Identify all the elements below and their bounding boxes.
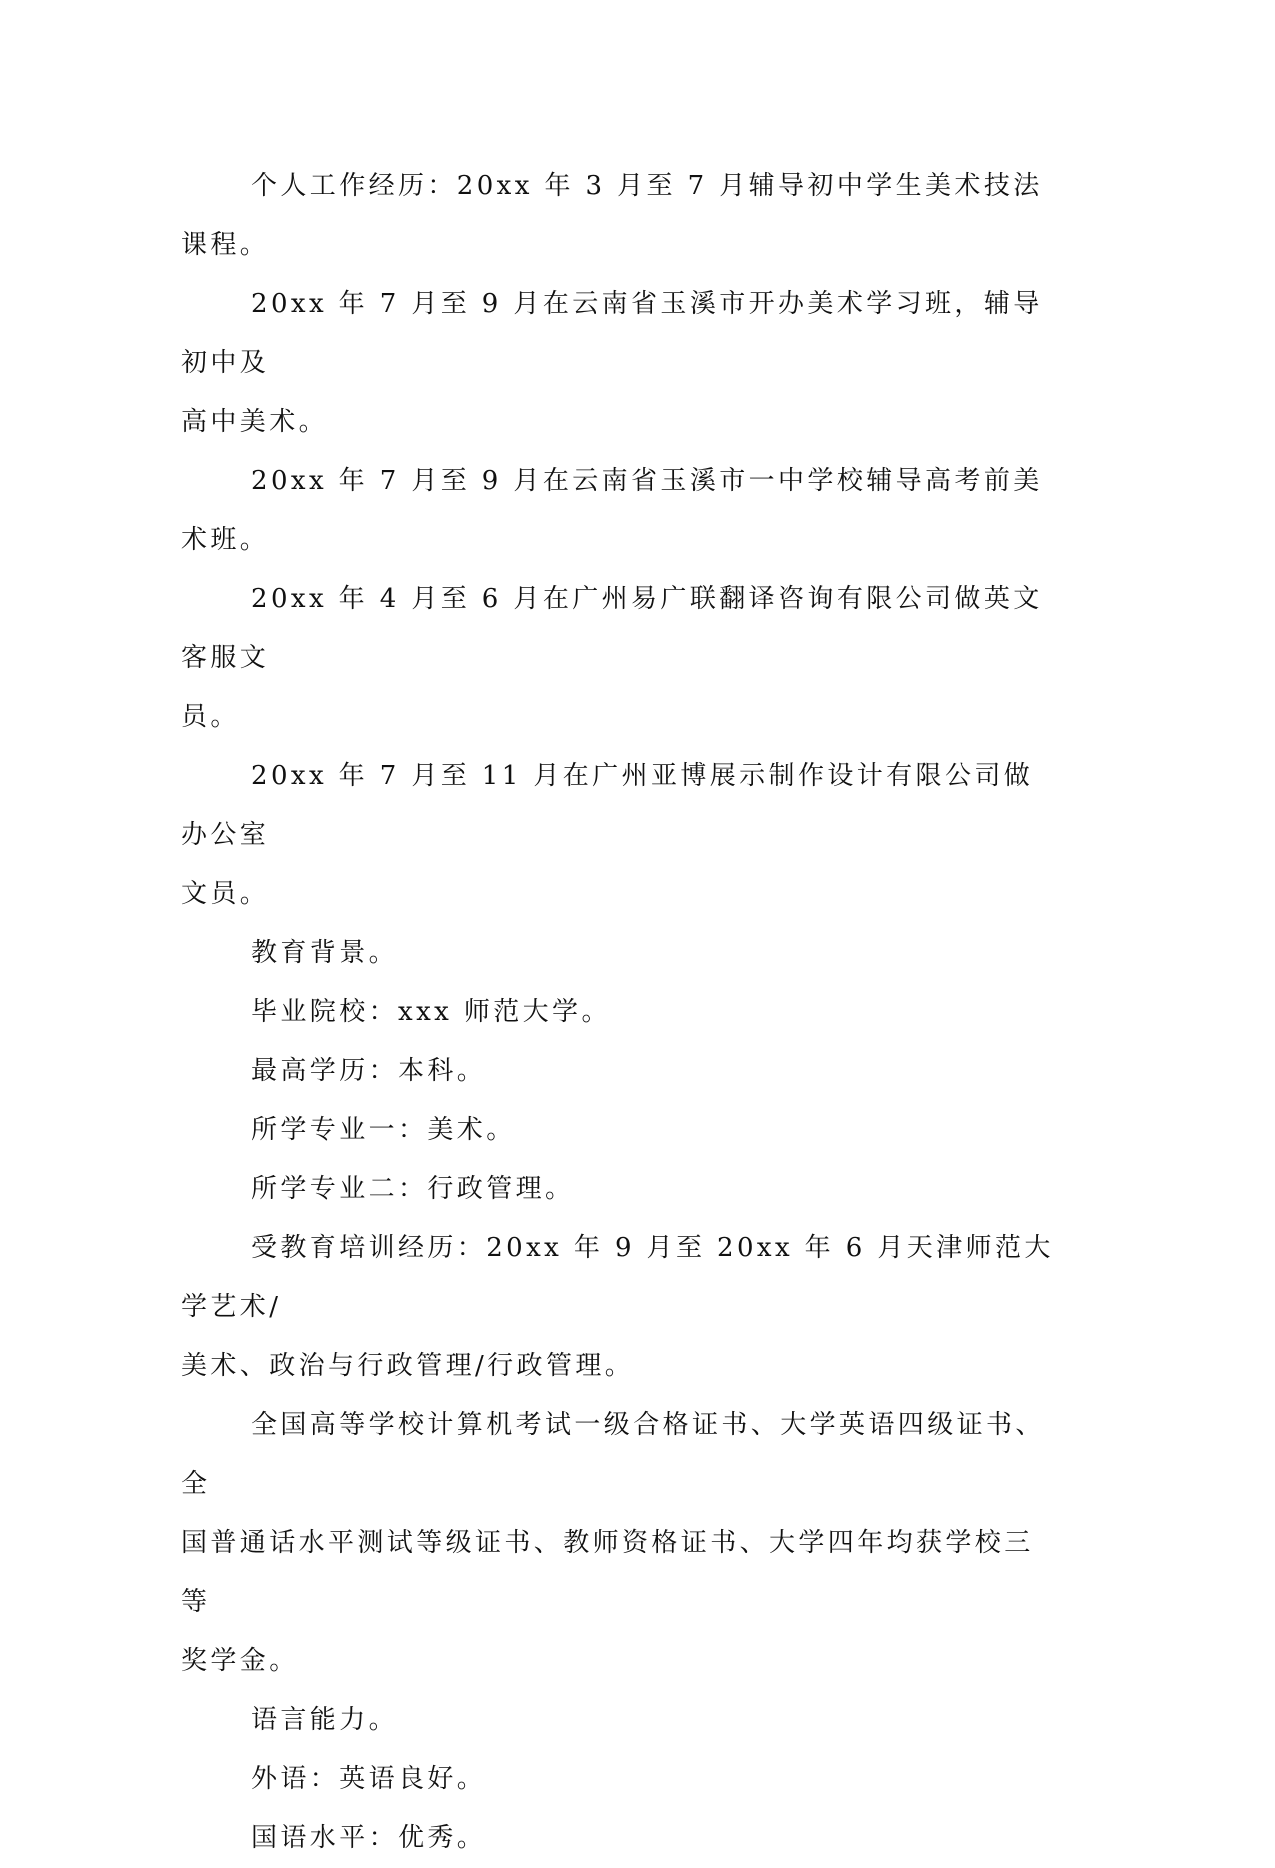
- language-heading: 语言能力。: [251, 1705, 399, 1735]
- major-one: 所学专业一：美术。: [251, 1115, 516, 1145]
- work-history-item-2: 20xx 年 7 月至 9 月在云南省玉溪市一中学校辅导高考前美术班。: [181, 466, 1043, 555]
- work-history-item-4-line-2: 文员。: [181, 879, 270, 909]
- highest-degree: 最高学历：本科。: [251, 1056, 487, 1086]
- work-history-item-3-line-1: 20xx 年 4 月至 6 月在广州易广联翻译咨询有限公司做英文客服文: [181, 584, 1043, 673]
- graduated-school: 毕业院校：xxx 师范大学。: [251, 997, 611, 1027]
- work-history-item-4-line-1: 20xx 年 7 月至 11 月在广州亚博展示制作设计有限公司做办公室: [181, 761, 1034, 850]
- work-history-intro: 个人工作经历：20xx 年 3 月至 7 月辅导初中学生美术技法课程。: [181, 171, 1043, 260]
- work-history-item-1-line-1: 20xx 年 7 月至 9 月在云南省玉溪市开办美术学习班，辅导初中及: [181, 289, 1043, 378]
- document-body: [181, 157, 1061, 1868]
- training-history-line-1: 受教育培训经历：20xx 年 9 月至 20xx 年 6 月天津师范大学艺术/: [181, 1233, 1054, 1322]
- training-history-line-2: 美术、政治与行政管理/行政管理。: [181, 1351, 635, 1381]
- work-history-item-1-line-2: 高中美术。: [181, 407, 329, 437]
- foreign-language: 外语：英语良好。: [251, 1764, 487, 1794]
- certificates-line-2: 国普通话水平测试等级证书、教师资格证书、大学四年均获学校三等: [181, 1528, 1034, 1617]
- work-history-item-3-line-2: 员。: [181, 702, 240, 732]
- major-two: 所学专业二：行政管理。: [251, 1174, 575, 1204]
- mandarin-level: 国语水平：优秀。: [251, 1823, 487, 1853]
- certificates-line-1: 全国高等学校计算机考试一级合格证书、大学英语四级证书、全: [181, 1410, 1045, 1499]
- education-heading: 教育背景。: [251, 938, 399, 968]
- certificates-line-3: 奖学金。: [181, 1646, 299, 1676]
